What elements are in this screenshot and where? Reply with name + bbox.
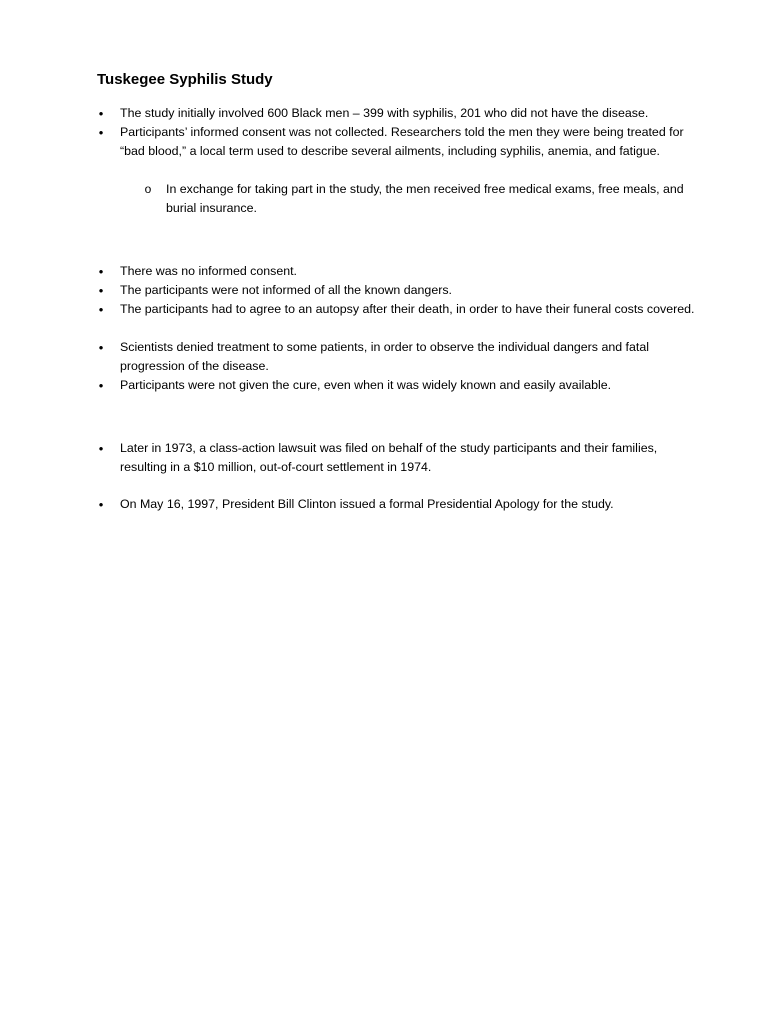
list-item-text: On May 16, 1997, President Bill Clinton issued a formal Presidential Apology for the study.: [120, 497, 614, 511]
list-item: [98, 338, 700, 376]
list-item: [98, 300, 700, 319]
list-item: [98, 376, 700, 395]
list-item-text: Participants were not given the cure, even when it was widely known and easily available.: [120, 378, 612, 392]
bullet-icon: •: [98, 125, 104, 140]
bullet-icon: •: [98, 302, 104, 317]
list-item-text: Participants’ informed consent was not collected. Researchers told the men they were being treated for “bad blood,” a local term used to describe several ailments, including syphilis, anemia, and fatigue.: [120, 125, 684, 158]
bullet-icon: •: [98, 264, 104, 279]
document-title: Tuskegee Syphilis Study: [97, 71, 273, 88]
list-item-text: Scientists denied treatment to some patients, in order to observe the individual dangers and fatal progression of the disease.: [120, 340, 649, 373]
bullet-icon: •: [98, 106, 104, 121]
sub-bullet-icon: o: [144, 182, 152, 196]
bullet-icon: •: [98, 283, 104, 298]
list-item-text: The participants had to agree to an autopsy after their death, in order to have their funeral costs covered.: [120, 302, 695, 316]
bullet-icon: •: [98, 340, 104, 355]
list-item: [98, 123, 700, 161]
list-item: [98, 439, 700, 477]
sub-list-item-text: In exchange for taking part in the study, the men received free medical exams, free meals, and burial insurance.: [166, 182, 684, 215]
list-item: [98, 262, 700, 281]
bullet-icon: •: [98, 378, 104, 393]
bullet-icon: •: [98, 497, 104, 512]
list-item-text: The study initially involved 600 Black men – 399 with syphilis, 201 who did not have the disease.: [120, 106, 649, 120]
sub-list-item: [144, 180, 696, 218]
list-item: [98, 495, 700, 514]
list-item-text: There was no informed consent.: [120, 264, 298, 278]
list-item-text: The participants were not informed of all the known dangers.: [120, 283, 452, 297]
bullet-icon: •: [98, 441, 104, 456]
list-item: [98, 281, 700, 300]
list-item: [98, 104, 700, 123]
list-item-text: Later in 1973, a class-action lawsuit was filed on behalf of the study participants and their families, resulting in a $10 million, out-of-court settlement in 1974.: [120, 441, 658, 474]
